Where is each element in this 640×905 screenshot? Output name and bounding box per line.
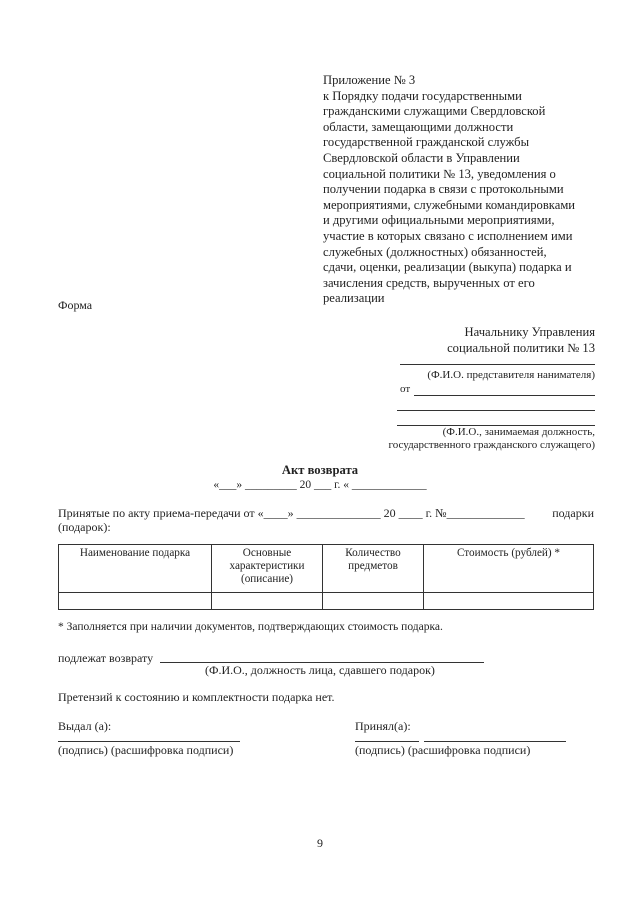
appendix-line: Свердловской области в Управлении [323, 150, 520, 165]
rep-caption: (Ф.И.О. представителя нанимателя) [427, 369, 595, 381]
appendix-line: мероприятиями, служебными командировками [323, 197, 576, 212]
received-name-line[interactable] [424, 741, 566, 742]
issued-signature-line[interactable] [58, 741, 240, 742]
table-cell[interactable] [323, 593, 424, 610]
received-caption: (подпись) (расшифровка подписи) [355, 743, 531, 757]
return-caption: (Ф.И.О., должность лица, сдавшего подарок) [205, 663, 435, 677]
issued-label: Выдал (а): [58, 719, 112, 733]
employee-caption-2: государственного гражданского служащего) [388, 439, 595, 451]
rep-name-line[interactable] [400, 364, 595, 365]
appendix-line: социальной политики № 13, уведомления о [323, 166, 556, 181]
appendix-line: реализации [323, 291, 385, 306]
table-cell[interactable] [59, 593, 212, 610]
appendix-line: получении подарка в связи с протокольными [323, 182, 564, 197]
appendix-line: области, замещающими должности [323, 119, 514, 134]
appendix-line: сдачи, оценки, реализации (выкупа) подарка и [323, 260, 572, 275]
appendix-line: и другими официальными мероприятиями, [323, 213, 555, 228]
appendix-line: зачисления средств, вырученных от его [323, 275, 535, 290]
received-label: Принял(а): [355, 719, 411, 733]
appendix-line: государственной гражданской службы [323, 135, 530, 150]
issued-caption: (подпись) (расшифровка подписи) [58, 743, 234, 757]
appendix-line: гражданскими служащими Свердловской [323, 104, 546, 119]
from-label: от [400, 383, 411, 395]
employee-caption-1: (Ф.И.О., занимаемая должность, [442, 426, 595, 438]
appendix-block [323, 73, 598, 307]
appendix-line: к Порядку подачи государственными [323, 88, 522, 103]
received-signature-line[interactable] [355, 741, 419, 742]
table-row [59, 593, 594, 610]
header-quantity: Количество предметов [323, 545, 424, 593]
addressee-line-2: социальной политики № 13 [447, 341, 595, 355]
appendix-line: Приложение № 3 [323, 73, 416, 87]
addressee-line-1: Начальнику Управления [464, 325, 595, 339]
appendix-line: участие в которых связано с исполнением ими [323, 228, 573, 243]
header-characteristics: Основные характеристики (описание) [212, 545, 323, 593]
footnote: * Заполняется при наличии документов, подтверждающих стоимость подарка. [58, 621, 443, 633]
page-number: 9 [317, 836, 323, 850]
appendix-line: служебных (должностных) обязанностей, [323, 244, 547, 259]
from-line[interactable] [414, 395, 595, 396]
table-cell[interactable] [212, 593, 323, 610]
form-label: Форма [58, 298, 93, 312]
table-header-row [59, 545, 594, 593]
header-gift-name: Наименование подарка [59, 545, 212, 593]
act-date-line: «___» _________ 20 ___ г. « _____________ [213, 479, 427, 491]
accepted-line-1: Принятые по акту приема-передачи от «____» ______________ 20 ____ г. №_____________ [58, 506, 525, 520]
table-cell[interactable] [424, 593, 594, 610]
no-claims-text: Претензий к состоянию и комплектности подарка нет. [58, 690, 335, 704]
accepted-line-2: (подарок): [58, 520, 111, 534]
return-label: подлежат возврату [58, 651, 154, 665]
act-title: Акт возврата [281, 463, 359, 477]
accepted-gifts-word: подарки [552, 506, 594, 520]
employee-line-1[interactable] [397, 410, 595, 411]
header-cost: Стоимость (рублей) * [424, 545, 594, 593]
gifts-table [58, 544, 594, 610]
